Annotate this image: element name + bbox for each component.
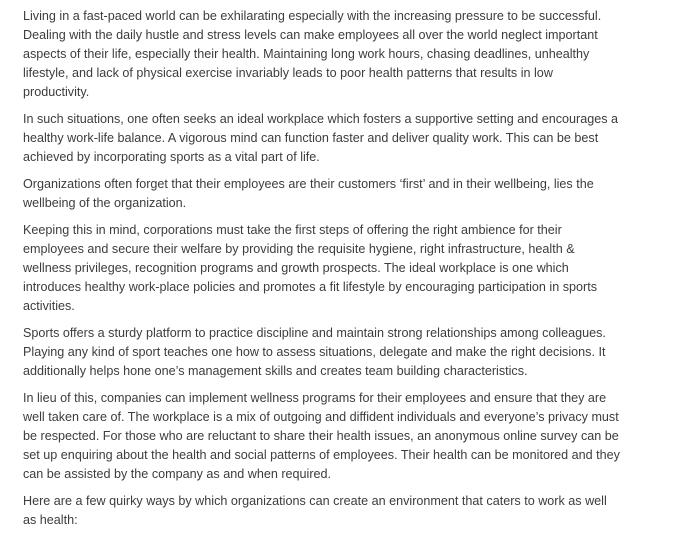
- paragraph-sports: [23, 324, 668, 381]
- paragraph-line: as health:: [23, 513, 78, 527]
- paragraph-line: can be assisted by the company as and when required.: [23, 467, 332, 481]
- paragraph-line: wellness privileges, recognition programs and growth prospects. The ideal workplace is one which: [23, 261, 569, 275]
- paragraph-line: Keeping this in mind, corporations must take the first steps of offering the right ambience for their: [23, 223, 562, 237]
- paragraph-line: Playing any kind of sport teaches one how to assess situations, delegate and make the right decisions. It: [23, 345, 606, 359]
- paragraph-line: achieved by incorporating sports as a vital part of life.: [23, 150, 320, 164]
- paragraph-line: introduces healthy work-place policies and promotes a fit lifestyle by encouraging participation in sports: [23, 280, 598, 294]
- paragraph-quirky-ways: [23, 492, 668, 530]
- paragraph-line: healthy work-life balance. A vigorous mind can function faster and deliver quality work. This can be best: [23, 131, 599, 145]
- paragraph-line: be respected. For those who are reluctant to share their health issues, an anonymous online survey can be: [23, 429, 619, 443]
- paragraph-line: Here are a few quirky ways by which organizations can create an environment that caters to work as well: [23, 494, 607, 508]
- paragraph-line: In lieu of this, companies can implement wellness programs for their employees and ensure that they are: [23, 391, 607, 405]
- paragraph-line: aspects of their life, especially their health. Maintaining long work hours, chasing deadlines, unhealthy: [23, 47, 590, 61]
- paragraph-line: employees and secure their welfare by providing the requisite hygiene, right infrastructure, health &: [23, 242, 575, 256]
- paragraph-line: set up enquiring about the health and social patterns of employees. Their health can be monitored and they: [23, 448, 620, 462]
- paragraph-line: lifestyle, and lack of physical exercise invariably leads to poor health patterns that results in low: [23, 66, 553, 80]
- paragraph-line: In such situations, one often seeks an ideal workplace which fosters a supportive setting and encourages a: [23, 112, 619, 126]
- paragraph-intro: [23, 7, 668, 102]
- paragraph-employees-first: [23, 175, 668, 213]
- paragraph-line: wellbeing of the organization.: [23, 196, 187, 210]
- paragraph-ideal-workplace: [23, 110, 668, 167]
- paragraph-line: Organizations often forget that their employees are their customers ‘first’ and in their wellbeing, lies the: [23, 177, 594, 191]
- paragraph-line: additionally helps hone one’s management skills and creates team building characteristics.: [23, 364, 528, 378]
- paragraph-line: Sports offers a sturdy platform to practice discipline and maintain strong relationships among colleagues.: [23, 326, 606, 340]
- paragraph-line: Dealing with the daily hustle and stress levels can make employees all over the world neglect important: [23, 28, 598, 42]
- paragraph-corporations: [23, 221, 668, 316]
- paragraph-wellness-programs: [23, 389, 668, 484]
- paragraph-line: well taken care of. The workplace is a mix of outgoing and diffident individuals and everyone’s privacy must: [23, 410, 619, 424]
- paragraph-line: productivity.: [23, 85, 90, 99]
- paragraph-line: activities.: [23, 299, 75, 313]
- paragraph-line: Living in a fast-paced world can be exhilarating especially with the increasing pressure to be successful.: [23, 9, 602, 23]
